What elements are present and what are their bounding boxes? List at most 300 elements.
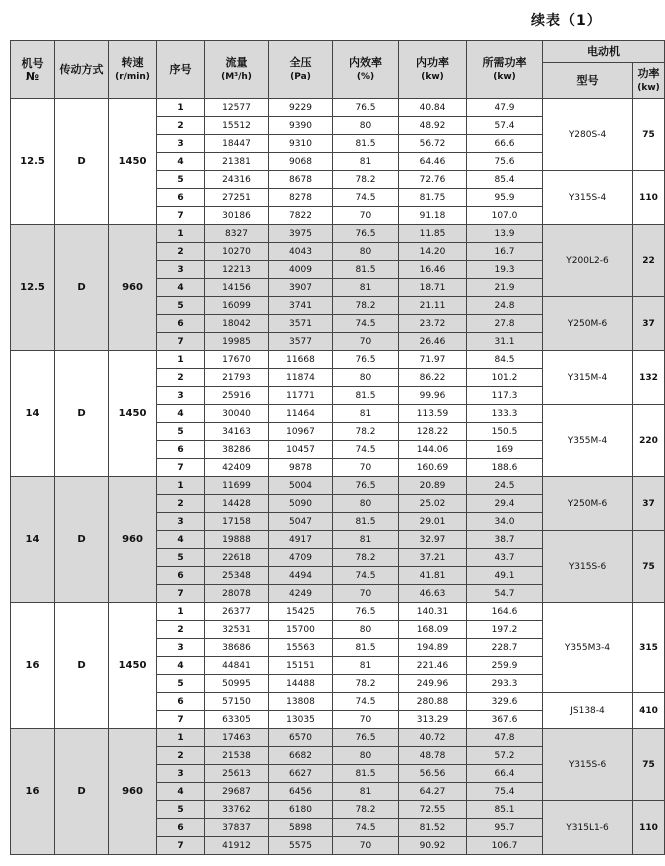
flow-cell: 12213 (205, 261, 269, 279)
motor-model-cell: Y250M-6 (543, 477, 633, 531)
required-power-cell: 49.1 (467, 567, 543, 585)
header-pressure: 全压 (Pa) (269, 41, 333, 99)
internal-power-cell: 86.22 (399, 369, 467, 387)
internal-power-cell: 29.01 (399, 513, 467, 531)
required-power-cell: 31.1 (467, 333, 543, 351)
seq-cell: 4 (157, 153, 205, 171)
pressure-cell: 5898 (269, 819, 333, 837)
internal-power-cell: 160.69 (399, 459, 467, 477)
header-internal-power: 内功率 (kw) (399, 41, 467, 99)
internal-power-cell: 64.46 (399, 153, 467, 171)
flow-cell: 30040 (205, 405, 269, 423)
required-power-cell: 47.8 (467, 729, 543, 747)
seq-cell: 7 (157, 333, 205, 351)
required-power-cell: 84.5 (467, 351, 543, 369)
motor-model-cell: Y200L2-6 (543, 225, 633, 297)
required-power-cell: 169 (467, 441, 543, 459)
flow-cell: 18447 (205, 135, 269, 153)
required-power-cell: 293.3 (467, 675, 543, 693)
pressure-cell: 8278 (269, 189, 333, 207)
table-row (11, 99, 665, 117)
motor-model-cell: Y315S-4 (543, 171, 633, 225)
seq-cell: 1 (157, 225, 205, 243)
table-row (11, 603, 665, 621)
seq-cell: 1 (157, 729, 205, 747)
motor-model-cell: Y315S-6 (543, 729, 633, 801)
required-power-cell: 54.7 (467, 585, 543, 603)
seq-cell: 2 (157, 117, 205, 135)
internal-power-cell: 20.89 (399, 477, 467, 495)
seq-cell: 7 (157, 711, 205, 729)
pressure-cell: 3741 (269, 297, 333, 315)
seq-cell: 4 (157, 657, 205, 675)
efficiency-cell: 81.5 (333, 765, 399, 783)
table-caption: 续表（1） (531, 13, 602, 29)
efficiency-cell: 74.5 (333, 189, 399, 207)
pressure-cell: 11464 (269, 405, 333, 423)
efficiency-cell: 70 (333, 333, 399, 351)
flow-cell: 21793 (205, 369, 269, 387)
drive-cell: D (55, 477, 109, 603)
efficiency-cell: 74.5 (333, 315, 399, 333)
header-seq: 序号 (157, 41, 205, 99)
motor-power-cell: 37 (633, 477, 665, 531)
drive-cell: D (55, 99, 109, 225)
flow-cell: 25916 (205, 387, 269, 405)
pressure-cell: 4009 (269, 261, 333, 279)
efficiency-cell: 81.5 (333, 261, 399, 279)
efficiency-cell: 74.5 (333, 441, 399, 459)
internal-power-cell: 18.71 (399, 279, 467, 297)
flow-cell: 19985 (205, 333, 269, 351)
seq-cell: 6 (157, 693, 205, 711)
internal-power-cell: 72.55 (399, 801, 467, 819)
flow-cell: 33762 (205, 801, 269, 819)
pressure-cell: 5004 (269, 477, 333, 495)
seq-cell: 4 (157, 783, 205, 801)
internal-power-cell: 249.96 (399, 675, 467, 693)
motor-model-cell: Y315S-6 (543, 531, 633, 603)
efficiency-cell: 70 (333, 207, 399, 225)
flow-cell: 17158 (205, 513, 269, 531)
required-power-cell: 19.3 (467, 261, 543, 279)
motor-power-cell: 220 (633, 405, 665, 477)
internal-power-cell: 313.29 (399, 711, 467, 729)
efficiency-cell: 78.2 (333, 171, 399, 189)
seq-cell: 7 (157, 207, 205, 225)
motor-model-cell: Y280S-4 (543, 99, 633, 171)
seq-cell: 7 (157, 837, 205, 855)
seq-cell: 3 (157, 639, 205, 657)
pressure-cell: 8678 (269, 171, 333, 189)
flow-cell: 41912 (205, 837, 269, 855)
required-power-cell: 38.7 (467, 531, 543, 549)
speed-cell: 1450 (109, 351, 157, 477)
header-machine-no: 机号 № (11, 41, 55, 99)
motor-power-cell: 75 (633, 531, 665, 603)
pressure-cell: 9310 (269, 135, 333, 153)
drive-cell: D (55, 225, 109, 351)
table-row (11, 225, 665, 243)
pressure-cell: 6456 (269, 783, 333, 801)
internal-power-cell: 144.06 (399, 441, 467, 459)
efficiency-cell: 76.5 (333, 99, 399, 117)
internal-power-cell: 26.46 (399, 333, 467, 351)
pressure-cell: 3907 (269, 279, 333, 297)
internal-power-cell: 56.56 (399, 765, 467, 783)
motor-power-cell: 132 (633, 351, 665, 405)
seq-cell: 4 (157, 279, 205, 297)
efficiency-cell: 81.5 (333, 639, 399, 657)
drive-cell: D (55, 729, 109, 855)
efficiency-cell: 78.2 (333, 801, 399, 819)
required-power-cell: 95.9 (467, 189, 543, 207)
pressure-cell: 3577 (269, 333, 333, 351)
required-power-cell: 43.7 (467, 549, 543, 567)
internal-power-cell: 48.78 (399, 747, 467, 765)
seq-cell: 2 (157, 243, 205, 261)
seq-cell: 2 (157, 621, 205, 639)
required-power-cell: 164.6 (467, 603, 543, 621)
flow-cell: 34163 (205, 423, 269, 441)
internal-power-cell: 280.88 (399, 693, 467, 711)
speed-cell: 960 (109, 225, 157, 351)
flow-cell: 30186 (205, 207, 269, 225)
efficiency-cell: 70 (333, 459, 399, 477)
seq-cell: 1 (157, 603, 205, 621)
required-power-cell: 133.3 (467, 405, 543, 423)
required-power-cell: 47.9 (467, 99, 543, 117)
flow-cell: 17670 (205, 351, 269, 369)
speed-cell: 1450 (109, 99, 157, 225)
flow-cell: 63305 (205, 711, 269, 729)
flow-cell: 21538 (205, 747, 269, 765)
motor-model-cell: Y250M-6 (543, 297, 633, 351)
internal-power-cell: 64.27 (399, 783, 467, 801)
efficiency-cell: 76.5 (333, 603, 399, 621)
seq-cell: 1 (157, 477, 205, 495)
required-power-cell: 21.9 (467, 279, 543, 297)
pressure-cell: 13808 (269, 693, 333, 711)
flow-cell: 19888 (205, 531, 269, 549)
motor-power-cell: 410 (633, 693, 665, 729)
seq-cell: 3 (157, 765, 205, 783)
seq-cell: 3 (157, 513, 205, 531)
seq-cell: 1 (157, 351, 205, 369)
flow-cell: 14156 (205, 279, 269, 297)
internal-power-cell: 11.85 (399, 225, 467, 243)
flow-cell: 8327 (205, 225, 269, 243)
seq-cell: 7 (157, 459, 205, 477)
required-power-cell: 29.4 (467, 495, 543, 513)
flow-cell: 38686 (205, 639, 269, 657)
flow-cell: 14428 (205, 495, 269, 513)
header-speed: 转速 (r/min) (109, 41, 157, 99)
pressure-cell: 4043 (269, 243, 333, 261)
efficiency-cell: 70 (333, 585, 399, 603)
efficiency-cell: 81 (333, 657, 399, 675)
required-power-cell: 24.5 (467, 477, 543, 495)
efficiency-cell: 78.2 (333, 297, 399, 315)
seq-cell: 5 (157, 423, 205, 441)
speed-cell: 1450 (109, 603, 157, 729)
internal-power-cell: 56.72 (399, 135, 467, 153)
required-power-cell: 66.4 (467, 765, 543, 783)
seq-cell: 3 (157, 135, 205, 153)
pressure-cell: 4249 (269, 585, 333, 603)
internal-power-cell: 48.92 (399, 117, 467, 135)
seq-cell: 5 (157, 171, 205, 189)
speed-cell: 960 (109, 477, 157, 603)
flow-cell: 16099 (205, 297, 269, 315)
pressure-cell: 9390 (269, 117, 333, 135)
flow-cell: 17463 (205, 729, 269, 747)
required-power-cell: 57.2 (467, 747, 543, 765)
header-efficiency: 内效率 (%) (333, 41, 399, 99)
efficiency-cell: 78.2 (333, 423, 399, 441)
internal-power-cell: 81.52 (399, 819, 467, 837)
efficiency-cell: 81 (333, 405, 399, 423)
table-row (11, 477, 665, 495)
flow-cell: 10270 (205, 243, 269, 261)
flow-cell: 21381 (205, 153, 269, 171)
internal-power-cell: 90.92 (399, 837, 467, 855)
internal-power-cell: 14.20 (399, 243, 467, 261)
flow-cell: 24316 (205, 171, 269, 189)
machine-no-cell: 12.5 (11, 225, 55, 351)
pressure-cell: 6570 (269, 729, 333, 747)
efficiency-cell: 81 (333, 153, 399, 171)
flow-cell: 32531 (205, 621, 269, 639)
required-power-cell: 75.4 (467, 783, 543, 801)
efficiency-cell: 74.5 (333, 819, 399, 837)
pressure-cell: 9068 (269, 153, 333, 171)
motor-power-cell: 22 (633, 225, 665, 297)
pressure-cell: 13035 (269, 711, 333, 729)
required-power-cell: 75.6 (467, 153, 543, 171)
drive-cell: D (55, 603, 109, 729)
pressure-cell: 11874 (269, 369, 333, 387)
internal-power-cell: 71.97 (399, 351, 467, 369)
efficiency-cell: 80 (333, 747, 399, 765)
machine-no-cell: 14 (11, 477, 55, 603)
pressure-cell: 6627 (269, 765, 333, 783)
seq-cell: 5 (157, 297, 205, 315)
internal-power-cell: 21.11 (399, 297, 467, 315)
internal-power-cell: 37.21 (399, 549, 467, 567)
efficiency-cell: 81 (333, 783, 399, 801)
seq-cell: 5 (157, 549, 205, 567)
pressure-cell: 15151 (269, 657, 333, 675)
efficiency-cell: 80 (333, 495, 399, 513)
seq-cell: 6 (157, 189, 205, 207)
efficiency-cell: 78.2 (333, 675, 399, 693)
required-power-cell: 329.6 (467, 693, 543, 711)
efficiency-cell: 81.5 (333, 135, 399, 153)
internal-power-cell: 41.81 (399, 567, 467, 585)
flow-cell: 22618 (205, 549, 269, 567)
flow-cell: 25348 (205, 567, 269, 585)
internal-power-cell: 128.22 (399, 423, 467, 441)
required-power-cell: 101.2 (467, 369, 543, 387)
header-required-power: 所需功率 (kw) (467, 41, 543, 99)
header-motor-power: 功率 (kw) (633, 63, 665, 99)
motor-model-cell: Y355M-4 (543, 405, 633, 477)
required-power-cell: 150.5 (467, 423, 543, 441)
flow-cell: 28078 (205, 585, 269, 603)
internal-power-cell: 194.89 (399, 639, 467, 657)
motor-power-cell: 75 (633, 729, 665, 801)
efficiency-cell: 78.2 (333, 549, 399, 567)
efficiency-cell: 80 (333, 117, 399, 135)
efficiency-cell: 70 (333, 711, 399, 729)
efficiency-cell: 80 (333, 621, 399, 639)
required-power-cell: 27.8 (467, 315, 543, 333)
seq-cell: 4 (157, 531, 205, 549)
pressure-cell: 3571 (269, 315, 333, 333)
efficiency-cell: 76.5 (333, 729, 399, 747)
seq-cell: 6 (157, 315, 205, 333)
header-motor: 电动机 (543, 41, 665, 63)
internal-power-cell: 32.97 (399, 531, 467, 549)
internal-power-cell: 25.02 (399, 495, 467, 513)
required-power-cell: 95.7 (467, 819, 543, 837)
efficiency-cell: 81 (333, 279, 399, 297)
seq-cell: 4 (157, 405, 205, 423)
efficiency-cell: 70 (333, 837, 399, 855)
machine-no-cell: 16 (11, 729, 55, 855)
efficiency-cell: 76.5 (333, 351, 399, 369)
required-power-cell: 34.0 (467, 513, 543, 531)
header-motor-model: 型号 (543, 63, 633, 99)
required-power-cell: 228.7 (467, 639, 543, 657)
motor-power-cell: 110 (633, 801, 665, 855)
motor-model-cell: JS138-4 (543, 693, 633, 729)
seq-cell: 3 (157, 261, 205, 279)
machine-no-cell: 16 (11, 603, 55, 729)
internal-power-cell: 40.72 (399, 729, 467, 747)
internal-power-cell: 40.84 (399, 99, 467, 117)
motor-power-cell: 75 (633, 99, 665, 171)
header-drive: 传动方式 (55, 41, 109, 99)
efficiency-cell: 74.5 (333, 567, 399, 585)
efficiency-cell: 76.5 (333, 477, 399, 495)
machine-no-cell: 12.5 (11, 99, 55, 225)
seq-cell: 7 (157, 585, 205, 603)
pressure-cell: 15425 (269, 603, 333, 621)
motor-power-cell: 110 (633, 171, 665, 225)
flow-cell: 50995 (205, 675, 269, 693)
required-power-cell: 57.4 (467, 117, 543, 135)
internal-power-cell: 221.46 (399, 657, 467, 675)
seq-cell: 1 (157, 99, 205, 117)
flow-cell: 37837 (205, 819, 269, 837)
flow-cell: 25613 (205, 765, 269, 783)
machine-no-cell: 14 (11, 351, 55, 477)
required-power-cell: 259.9 (467, 657, 543, 675)
flow-cell: 27251 (205, 189, 269, 207)
required-power-cell: 188.6 (467, 459, 543, 477)
internal-power-cell: 72.76 (399, 171, 467, 189)
pressure-cell: 15563 (269, 639, 333, 657)
efficiency-cell: 80 (333, 369, 399, 387)
seq-cell: 6 (157, 567, 205, 585)
pressure-cell: 11771 (269, 387, 333, 405)
internal-power-cell: 81.75 (399, 189, 467, 207)
required-power-cell: 117.3 (467, 387, 543, 405)
pressure-cell: 4709 (269, 549, 333, 567)
required-power-cell: 197.2 (467, 621, 543, 639)
flow-cell: 29687 (205, 783, 269, 801)
pressure-cell: 5090 (269, 495, 333, 513)
efficiency-cell: 81 (333, 531, 399, 549)
pressure-cell: 6180 (269, 801, 333, 819)
internal-power-cell: 23.72 (399, 315, 467, 333)
internal-power-cell: 99.96 (399, 387, 467, 405)
flow-cell: 42409 (205, 459, 269, 477)
internal-power-cell: 113.59 (399, 405, 467, 423)
motor-model-cell: Y355M3-4 (543, 603, 633, 693)
pressure-cell: 9878 (269, 459, 333, 477)
seq-cell: 3 (157, 387, 205, 405)
flow-cell: 12577 (205, 99, 269, 117)
flow-cell: 15512 (205, 117, 269, 135)
internal-power-cell: 16.46 (399, 261, 467, 279)
flow-cell: 26377 (205, 603, 269, 621)
required-power-cell: 16.7 (467, 243, 543, 261)
internal-power-cell: 91.18 (399, 207, 467, 225)
seq-cell: 6 (157, 819, 205, 837)
seq-cell: 5 (157, 675, 205, 693)
seq-cell: 2 (157, 747, 205, 765)
flow-cell: 38286 (205, 441, 269, 459)
pressure-cell: 11668 (269, 351, 333, 369)
flow-cell: 57150 (205, 693, 269, 711)
pressure-cell: 5575 (269, 837, 333, 855)
internal-power-cell: 168.09 (399, 621, 467, 639)
flow-cell: 11699 (205, 477, 269, 495)
efficiency-cell: 80 (333, 243, 399, 261)
required-power-cell: 13.9 (467, 225, 543, 243)
pressure-cell: 7822 (269, 207, 333, 225)
efficiency-cell: 81.5 (333, 513, 399, 531)
seq-cell: 2 (157, 369, 205, 387)
efficiency-cell: 81.5 (333, 387, 399, 405)
required-power-cell: 24.8 (467, 297, 543, 315)
required-power-cell: 107.0 (467, 207, 543, 225)
table-body (11, 99, 665, 855)
flow-cell: 44841 (205, 657, 269, 675)
efficiency-cell: 74.5 (333, 693, 399, 711)
motor-power-cell: 37 (633, 297, 665, 351)
pressure-cell: 4917 (269, 531, 333, 549)
required-power-cell: 66.6 (467, 135, 543, 153)
required-power-cell: 106.7 (467, 837, 543, 855)
pressure-cell: 15700 (269, 621, 333, 639)
motor-power-cell: 315 (633, 603, 665, 693)
seq-cell: 6 (157, 441, 205, 459)
table-row (11, 351, 665, 369)
pressure-cell: 9229 (269, 99, 333, 117)
required-power-cell: 85.1 (467, 801, 543, 819)
fan-performance-table (10, 40, 665, 855)
pressure-cell: 10967 (269, 423, 333, 441)
motor-model-cell: Y315L1-6 (543, 801, 633, 855)
motor-model-cell: Y315M-4 (543, 351, 633, 405)
pressure-cell: 5047 (269, 513, 333, 531)
required-power-cell: 367.6 (467, 711, 543, 729)
seq-cell: 2 (157, 495, 205, 513)
